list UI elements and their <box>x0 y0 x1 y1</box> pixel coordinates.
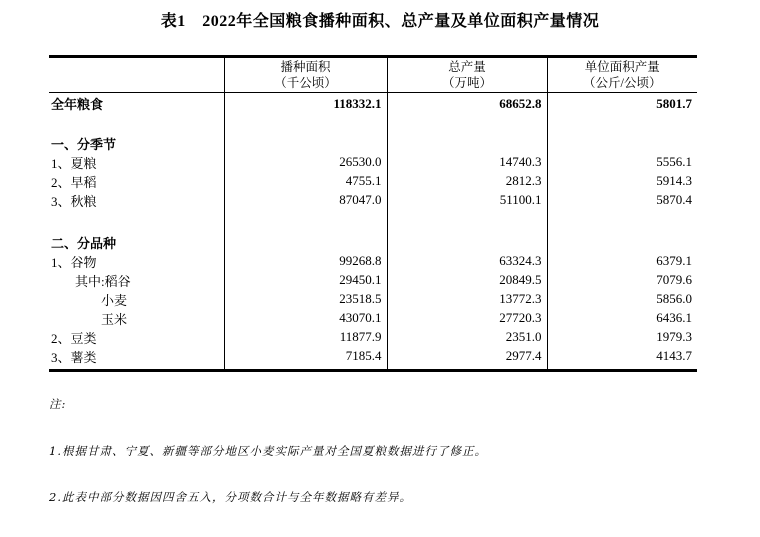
table-row-early-rice <box>49 172 697 191</box>
header-cell-total-output <box>387 57 547 93</box>
cell-unit-yield: 6436.1 <box>547 309 697 328</box>
cell-total-output: 63324.3 <box>387 252 547 271</box>
table-row-tubers <box>49 347 697 366</box>
row-label: 3、薯类 <box>51 349 97 365</box>
row-label: 全年粮食 <box>51 97 104 113</box>
table-row-wheat <box>49 290 697 309</box>
table-title: 表1 2022年全国粮食播种面积、总产量及单位面积产量情况 <box>160 13 600 30</box>
cell-total-output: 13772.3 <box>387 290 547 309</box>
cell-unit-yield: 6379.1 <box>547 252 697 271</box>
cell-total-output: 2812.3 <box>387 172 547 191</box>
column-title: 单位面积产量 <box>584 60 660 74</box>
note-item-2: 2.此表中部分数据因四舍五入，分项数合计与全年数据略有差异。 <box>49 490 412 504</box>
table-row-autumn-grain <box>49 191 697 210</box>
column-title: 总产量 <box>448 60 486 74</box>
section-row-by-season <box>49 134 697 153</box>
header-cell-empty <box>49 57 224 93</box>
cell-total-output: 27720.3 <box>387 309 547 328</box>
cell-sown-area: 99268.8 <box>224 252 387 271</box>
table-row-corn <box>49 309 697 328</box>
cell-total-output: 14740.3 <box>387 153 547 172</box>
header-row <box>49 57 697 93</box>
row-label: 2、豆类 <box>51 330 97 346</box>
section-row-by-variety <box>49 233 697 252</box>
row-label: 小麦 <box>101 292 128 308</box>
table-row-summer-grain <box>49 153 697 172</box>
row-label: 2、早稻 <box>51 174 97 190</box>
column-unit: （千公顷） <box>274 76 337 90</box>
cell-sown-area: 23518.5 <box>224 290 387 309</box>
row-label: 1、夏粮 <box>51 155 97 171</box>
column-title: 播种面积 <box>280 60 331 74</box>
note-item-1: 1.根据甘肃、宁夏、新疆等部分地区小麦实际产量对全国夏粮数据进行了修正。 <box>49 443 487 458</box>
cell-unit-yield: 1979.3 <box>547 328 697 347</box>
cell-sown-area: 26530.0 <box>224 153 387 172</box>
cell-sown-area: 87047.0 <box>224 191 387 210</box>
cell-unit-yield: 7079.6 <box>547 271 697 290</box>
cell-unit-yield: 4143.7 <box>547 347 697 366</box>
cell-sown-area: 11877.9 <box>224 328 387 347</box>
spacer-row <box>49 115 697 134</box>
section-label: 一、分季节 <box>51 136 117 152</box>
header-cell-sown-area <box>224 57 387 93</box>
spacer-row <box>49 210 697 233</box>
cell-unit-yield: 5556.1 <box>547 153 697 172</box>
cell-sown-area: 43070.1 <box>224 309 387 328</box>
table-row-beans <box>49 328 697 347</box>
cell-unit-yield: 5856.0 <box>547 290 697 309</box>
section-label: 二、分品种 <box>51 235 117 251</box>
row-label: 其中:稻谷 <box>75 273 131 289</box>
row-label: 3、秋粮 <box>51 193 97 209</box>
cell-unit-yield: 5914.3 <box>547 172 697 191</box>
table-row-annual-grain <box>49 93 697 115</box>
column-unit: （万吨） <box>441 76 492 90</box>
notes-label: 注: <box>49 397 67 411</box>
cell-sown-area: 4755.1 <box>224 172 387 191</box>
cell-total-output: 51100.1 <box>387 191 547 210</box>
column-unit: （公斤/公顷） <box>583 76 662 90</box>
cell-sown-area: 118332.1 <box>224 93 387 115</box>
cell-unit-yield: 5801.7 <box>547 93 697 115</box>
cell-sown-area: 7185.4 <box>224 347 387 366</box>
cell-unit-yield: 5870.4 <box>547 191 697 210</box>
table-row-rice <box>49 271 697 290</box>
cell-total-output: 20849.5 <box>387 271 547 290</box>
grain-statistics-table <box>49 55 697 372</box>
cell-total-output: 2351.0 <box>387 328 547 347</box>
table-row-cereals <box>49 252 697 271</box>
row-label: 玉米 <box>101 311 128 327</box>
header-cell-unit-yield <box>547 57 697 93</box>
notes <box>49 366 487 537</box>
cell-total-output: 2977.4 <box>387 347 547 366</box>
cell-sown-area: 29450.1 <box>224 271 387 290</box>
row-label: 1、谷物 <box>51 254 97 270</box>
cell-total-output: 68652.8 <box>387 93 547 115</box>
